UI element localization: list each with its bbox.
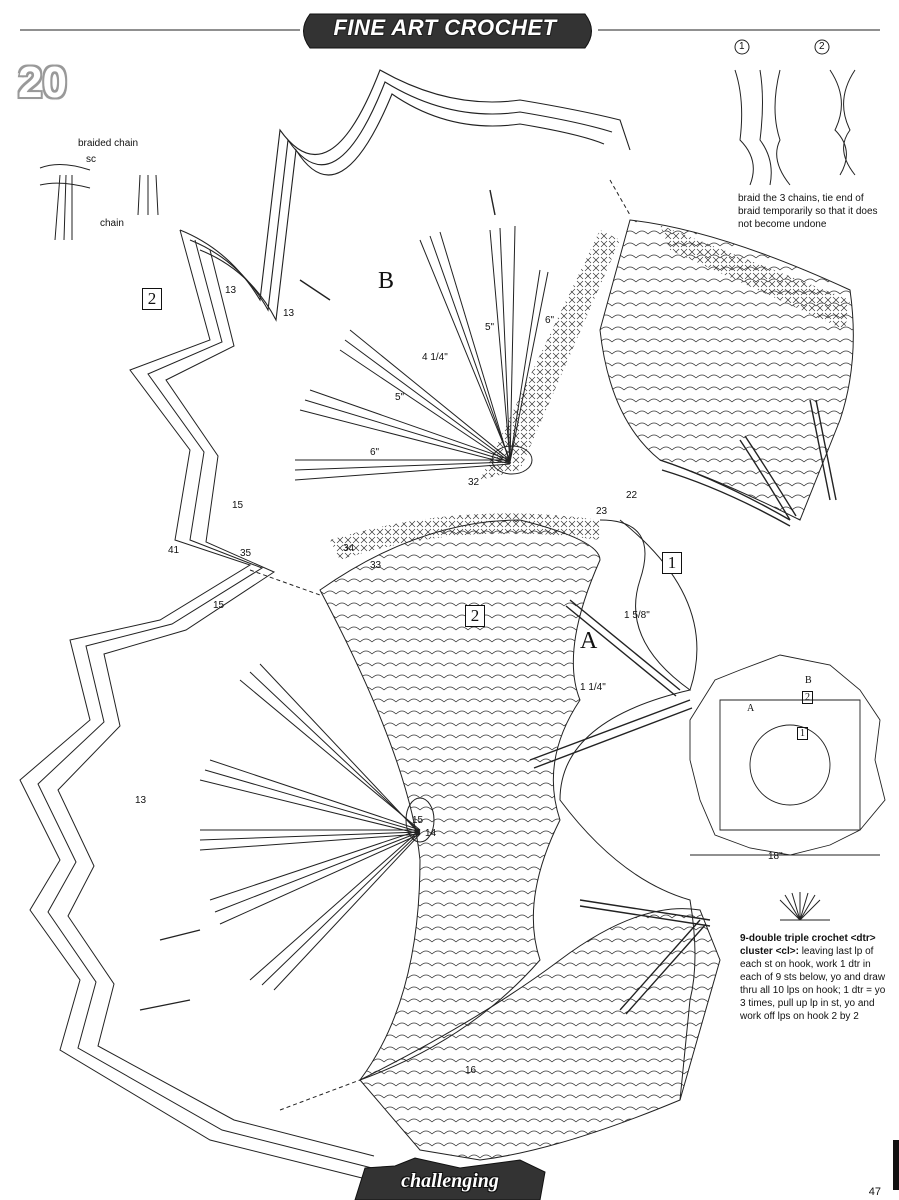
row-14: 14 — [425, 828, 437, 839]
assembly-mini-diagram — [690, 655, 885, 855]
row-32: 32 — [468, 477, 480, 488]
measure-1-5-8: 1 5/8" — [624, 610, 650, 621]
row-35: 35 — [240, 548, 252, 559]
row-22: 22 — [626, 490, 638, 501]
measure-1-1-4: 1 1/4" — [580, 682, 606, 693]
row-41: 41 — [168, 545, 180, 556]
page-number: 47 — [868, 1186, 881, 1198]
mini-label-box2: 2 — [802, 691, 813, 704]
braided-chain-title: braided chain — [78, 138, 139, 149]
section-label-1: 1 — [662, 552, 682, 574]
measure-5-mid: 5" — [395, 392, 405, 403]
chain-label: chain — [100, 218, 124, 229]
row-13-a: 13 — [283, 308, 295, 319]
braided-chain-figure — [40, 164, 158, 240]
row-13-b: 13 — [135, 795, 147, 806]
braid-step-2: 2 — [819, 41, 825, 52]
row-15-b: 15 — [213, 600, 225, 611]
mini-label-a: A — [747, 703, 755, 714]
cluster-note — [740, 932, 890, 1023]
section-label-2-center: 2 — [465, 605, 485, 627]
braid-note: braid the 3 chains, tie end of braid temporarily so that it does not become undone — [738, 193, 878, 230]
letter-b: B — [378, 268, 395, 294]
braid-step-1: 1 — [739, 41, 745, 52]
difficulty-badge: challenging — [401, 1170, 499, 1192]
mini-label-box1: 1 — [797, 727, 808, 740]
measure-6-mid: 6" — [370, 447, 380, 458]
pattern-number: 20 — [18, 58, 67, 107]
measure-overall: 18" — [768, 851, 783, 862]
letter-a: A — [580, 628, 598, 654]
mini-label-b: B — [805, 675, 812, 686]
row-33: 33 — [370, 560, 382, 571]
measure-4-1-4: 4 1/4" — [422, 352, 448, 363]
cluster-symbol — [780, 892, 830, 920]
page-edge-tab — [893, 1140, 899, 1190]
measure-6-upper: 6" — [545, 315, 555, 326]
cluster-note-body: leaving last lp of each st on hook, work 1 dtr in each of 9 sts below, yo and draw thru all 10 lps on hook; 1 dtr = yo 3 times, pull up lp in st, yo and work off lps on hook 2 by 2 — [740, 946, 886, 1022]
section-label-2-upper: 2 — [142, 288, 162, 310]
banner-title: FINE ART CROCHET — [333, 15, 557, 40]
row-16: 16 — [465, 1065, 477, 1076]
left-scalloped-edge — [20, 230, 374, 1180]
upper-fan-b — [180, 70, 630, 320]
row-13-c: 13 — [225, 285, 237, 296]
braid-steps-figure — [735, 40, 855, 185]
row-34: 34 — [343, 543, 355, 554]
row-15-a: 15 — [232, 500, 244, 511]
row-15-c: 15 — [412, 815, 424, 826]
sc-label: sc — [86, 154, 96, 165]
cluster-note-title: 9-double triple crochet <dtr> cluster <cl>: — [740, 933, 876, 957]
measure-5-upper: 5" — [485, 322, 495, 333]
row-23: 23 — [596, 506, 608, 517]
